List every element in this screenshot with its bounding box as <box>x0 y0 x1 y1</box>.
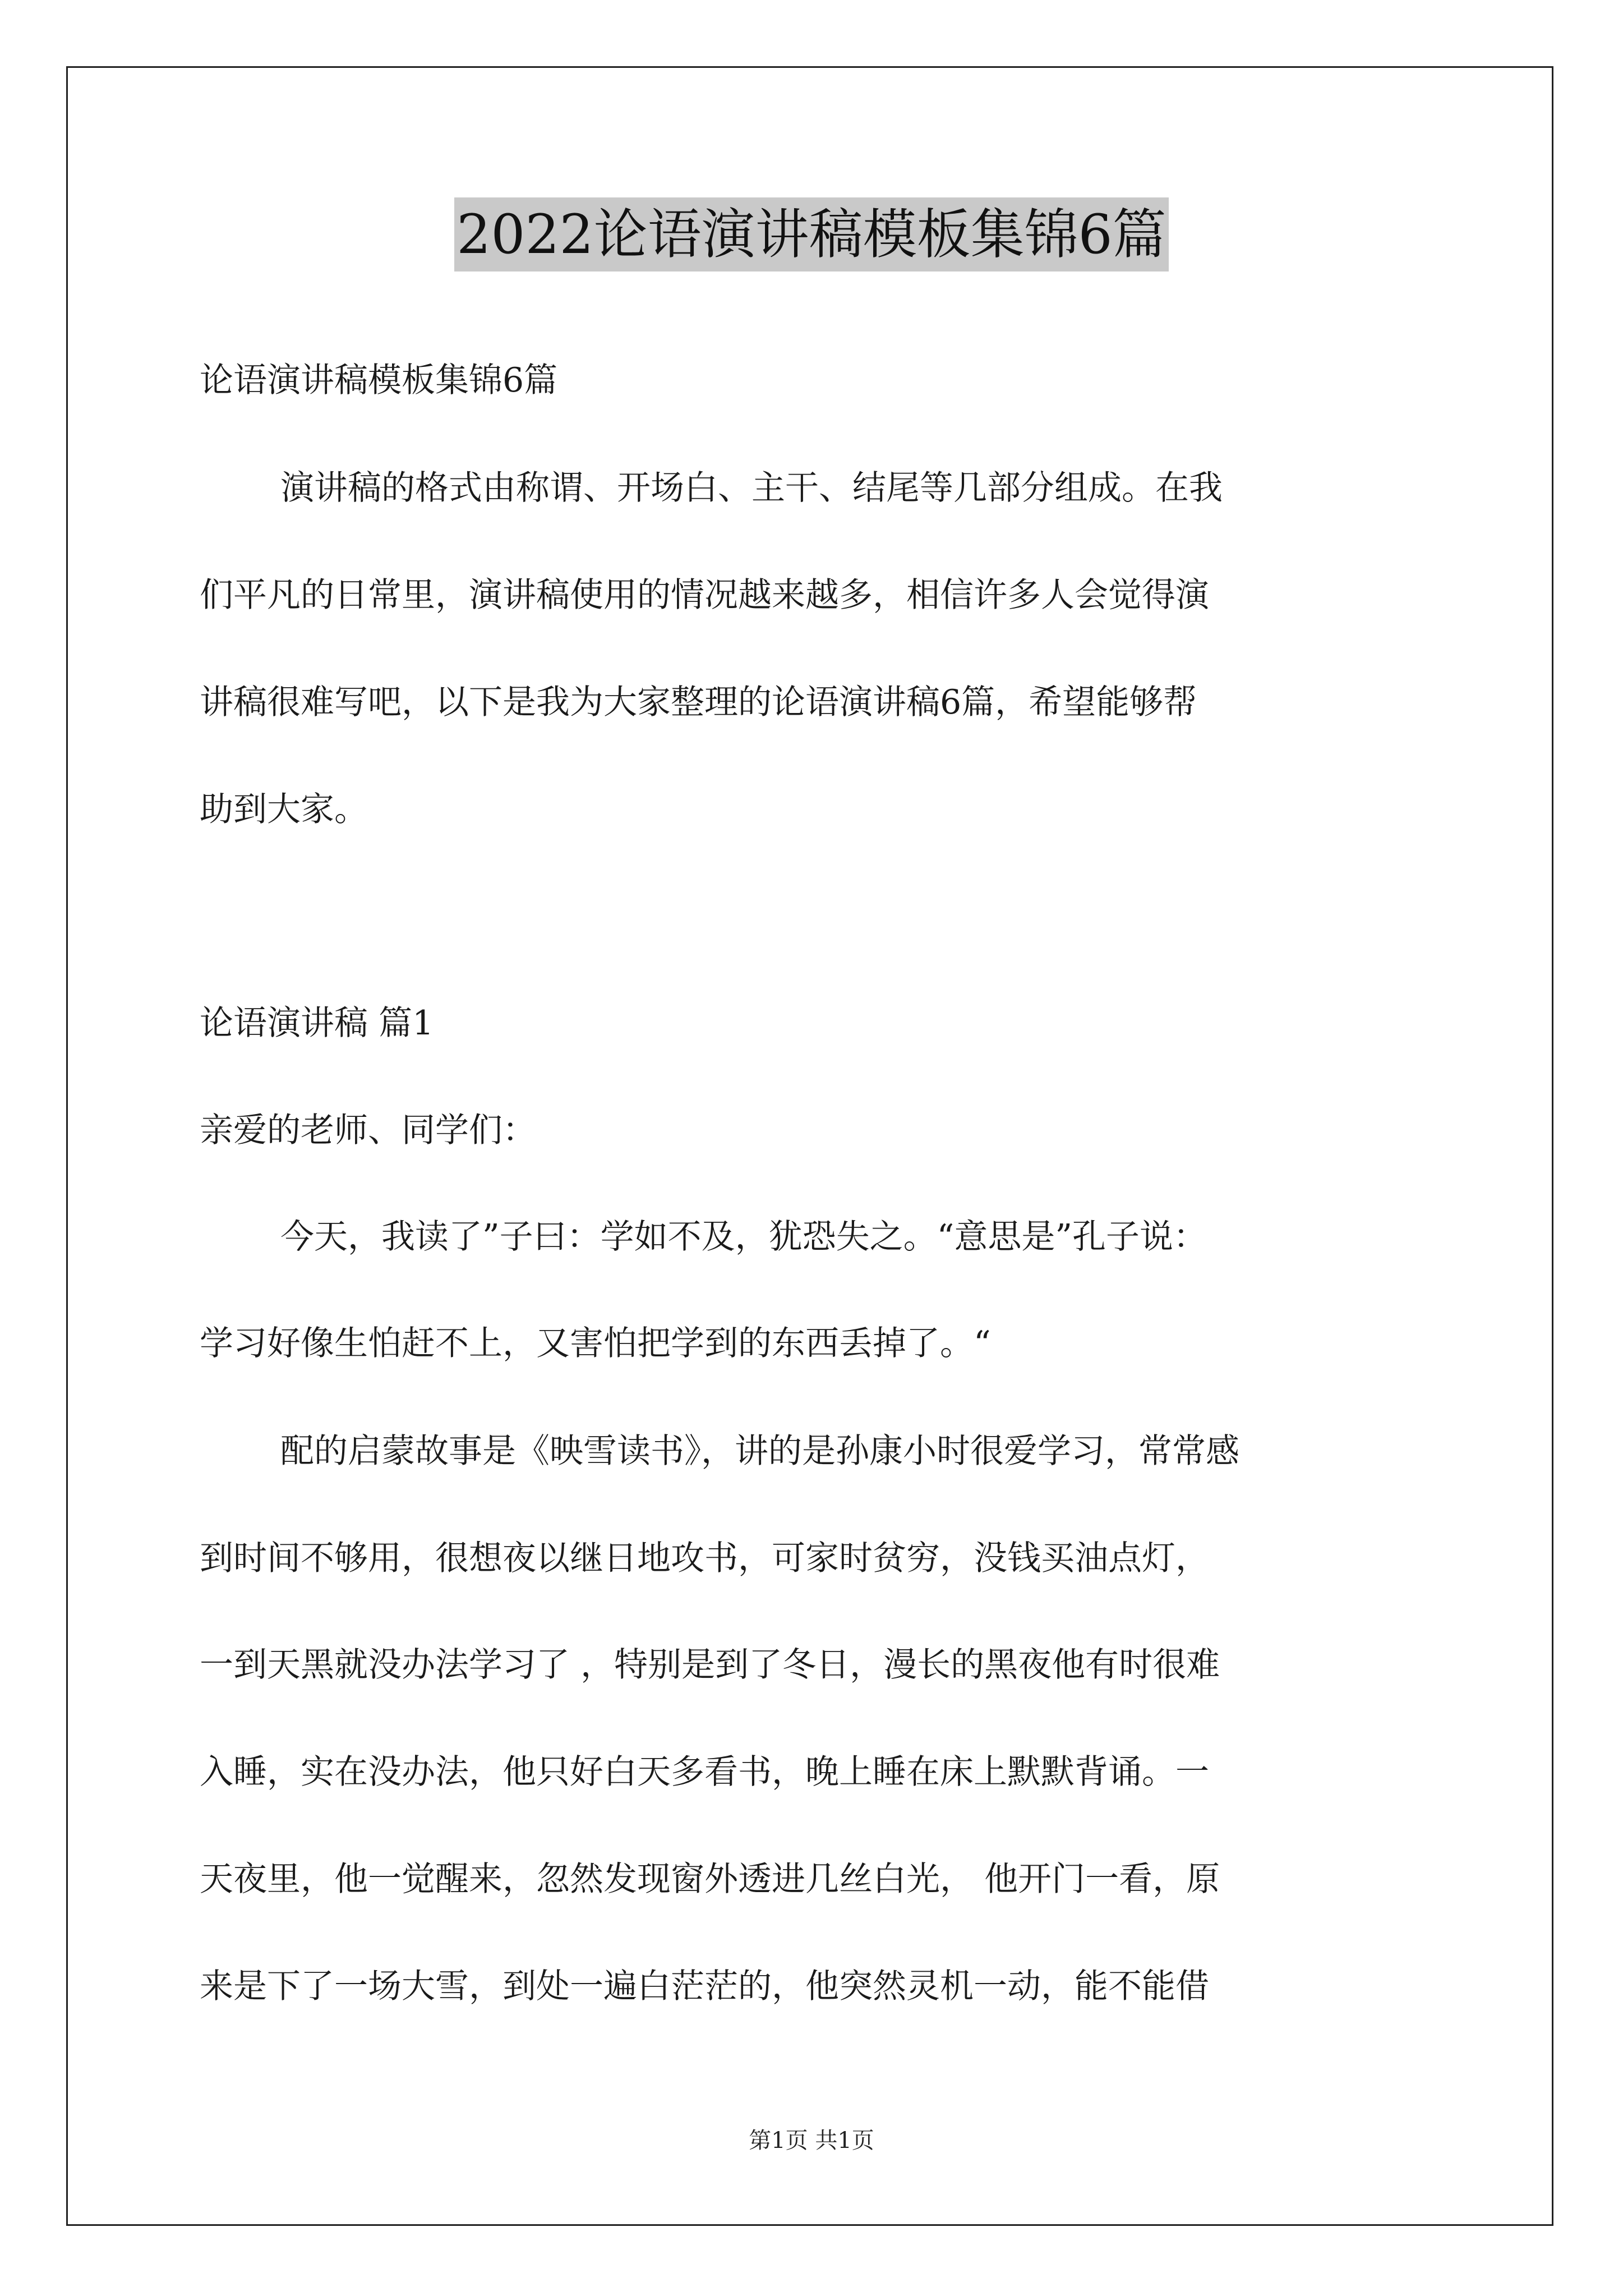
paragraph-line: 配的启蒙故事是《映雪读书》，讲的是孙康小时很爱学习，常常感 <box>280 1432 1239 1471</box>
page-footer: 第1页 共1页 <box>749 2128 874 2154</box>
paragraph-line: 天夜里，他一觉醒来，忽然发现窗外透进几丝白光， 他开门一看，原 <box>200 1860 1220 1899</box>
paragraph-line: 学习好像生怕赶不上，又害怕把学到的东西丢掉了。“ <box>200 1324 991 1363</box>
title-container <box>0 197 1623 272</box>
paragraph-line: 一到天黑就没办法学习了 ，特别是到了冬日，漫长的黑夜他有时很难 <box>200 1645 1220 1685</box>
intro-line: 演讲稿的格式由称谓、开场白、主干、结尾等几部分组成。在我 <box>280 468 1223 508</box>
paragraph-line: 到时间不够用，很想夜以继日地攻书，可家时贫穷，没钱买油点灯， <box>200 1539 1209 1578</box>
intro-line: 助到大家。 <box>200 790 368 829</box>
paragraph-line: 入睡，实在没办法，他只好白天多看书，晚上睡在床上默默背诵。一 <box>200 1752 1209 1792</box>
section-heading: 论语演讲稿 篇1 <box>200 1004 434 1043</box>
paragraph-line: 来是下了一场大雪，到处一遍白茫茫的，他突然灵机一动，能不能借 <box>200 1967 1209 2006</box>
intro-line: 们平凡的日常里，演讲稿使用的情况越来越多，相信许多人会觉得演 <box>200 576 1209 615</box>
paragraph-line: 今天，我读了”子曰：学如不及，犹恐失之。“意思是”孔子说： <box>280 1217 1207 1257</box>
subtitle: 论语演讲稿模板集锦6篇 <box>200 361 558 400</box>
intro-line: 讲稿很难写吧，以下是我为大家整理的论语演讲稿6篇，希望能够帮 <box>200 683 1197 722</box>
salutation: 亲爱的老师、同学们： <box>200 1111 536 1150</box>
document-title: 2022论语演讲稿模板集锦6篇 <box>454 197 1168 272</box>
